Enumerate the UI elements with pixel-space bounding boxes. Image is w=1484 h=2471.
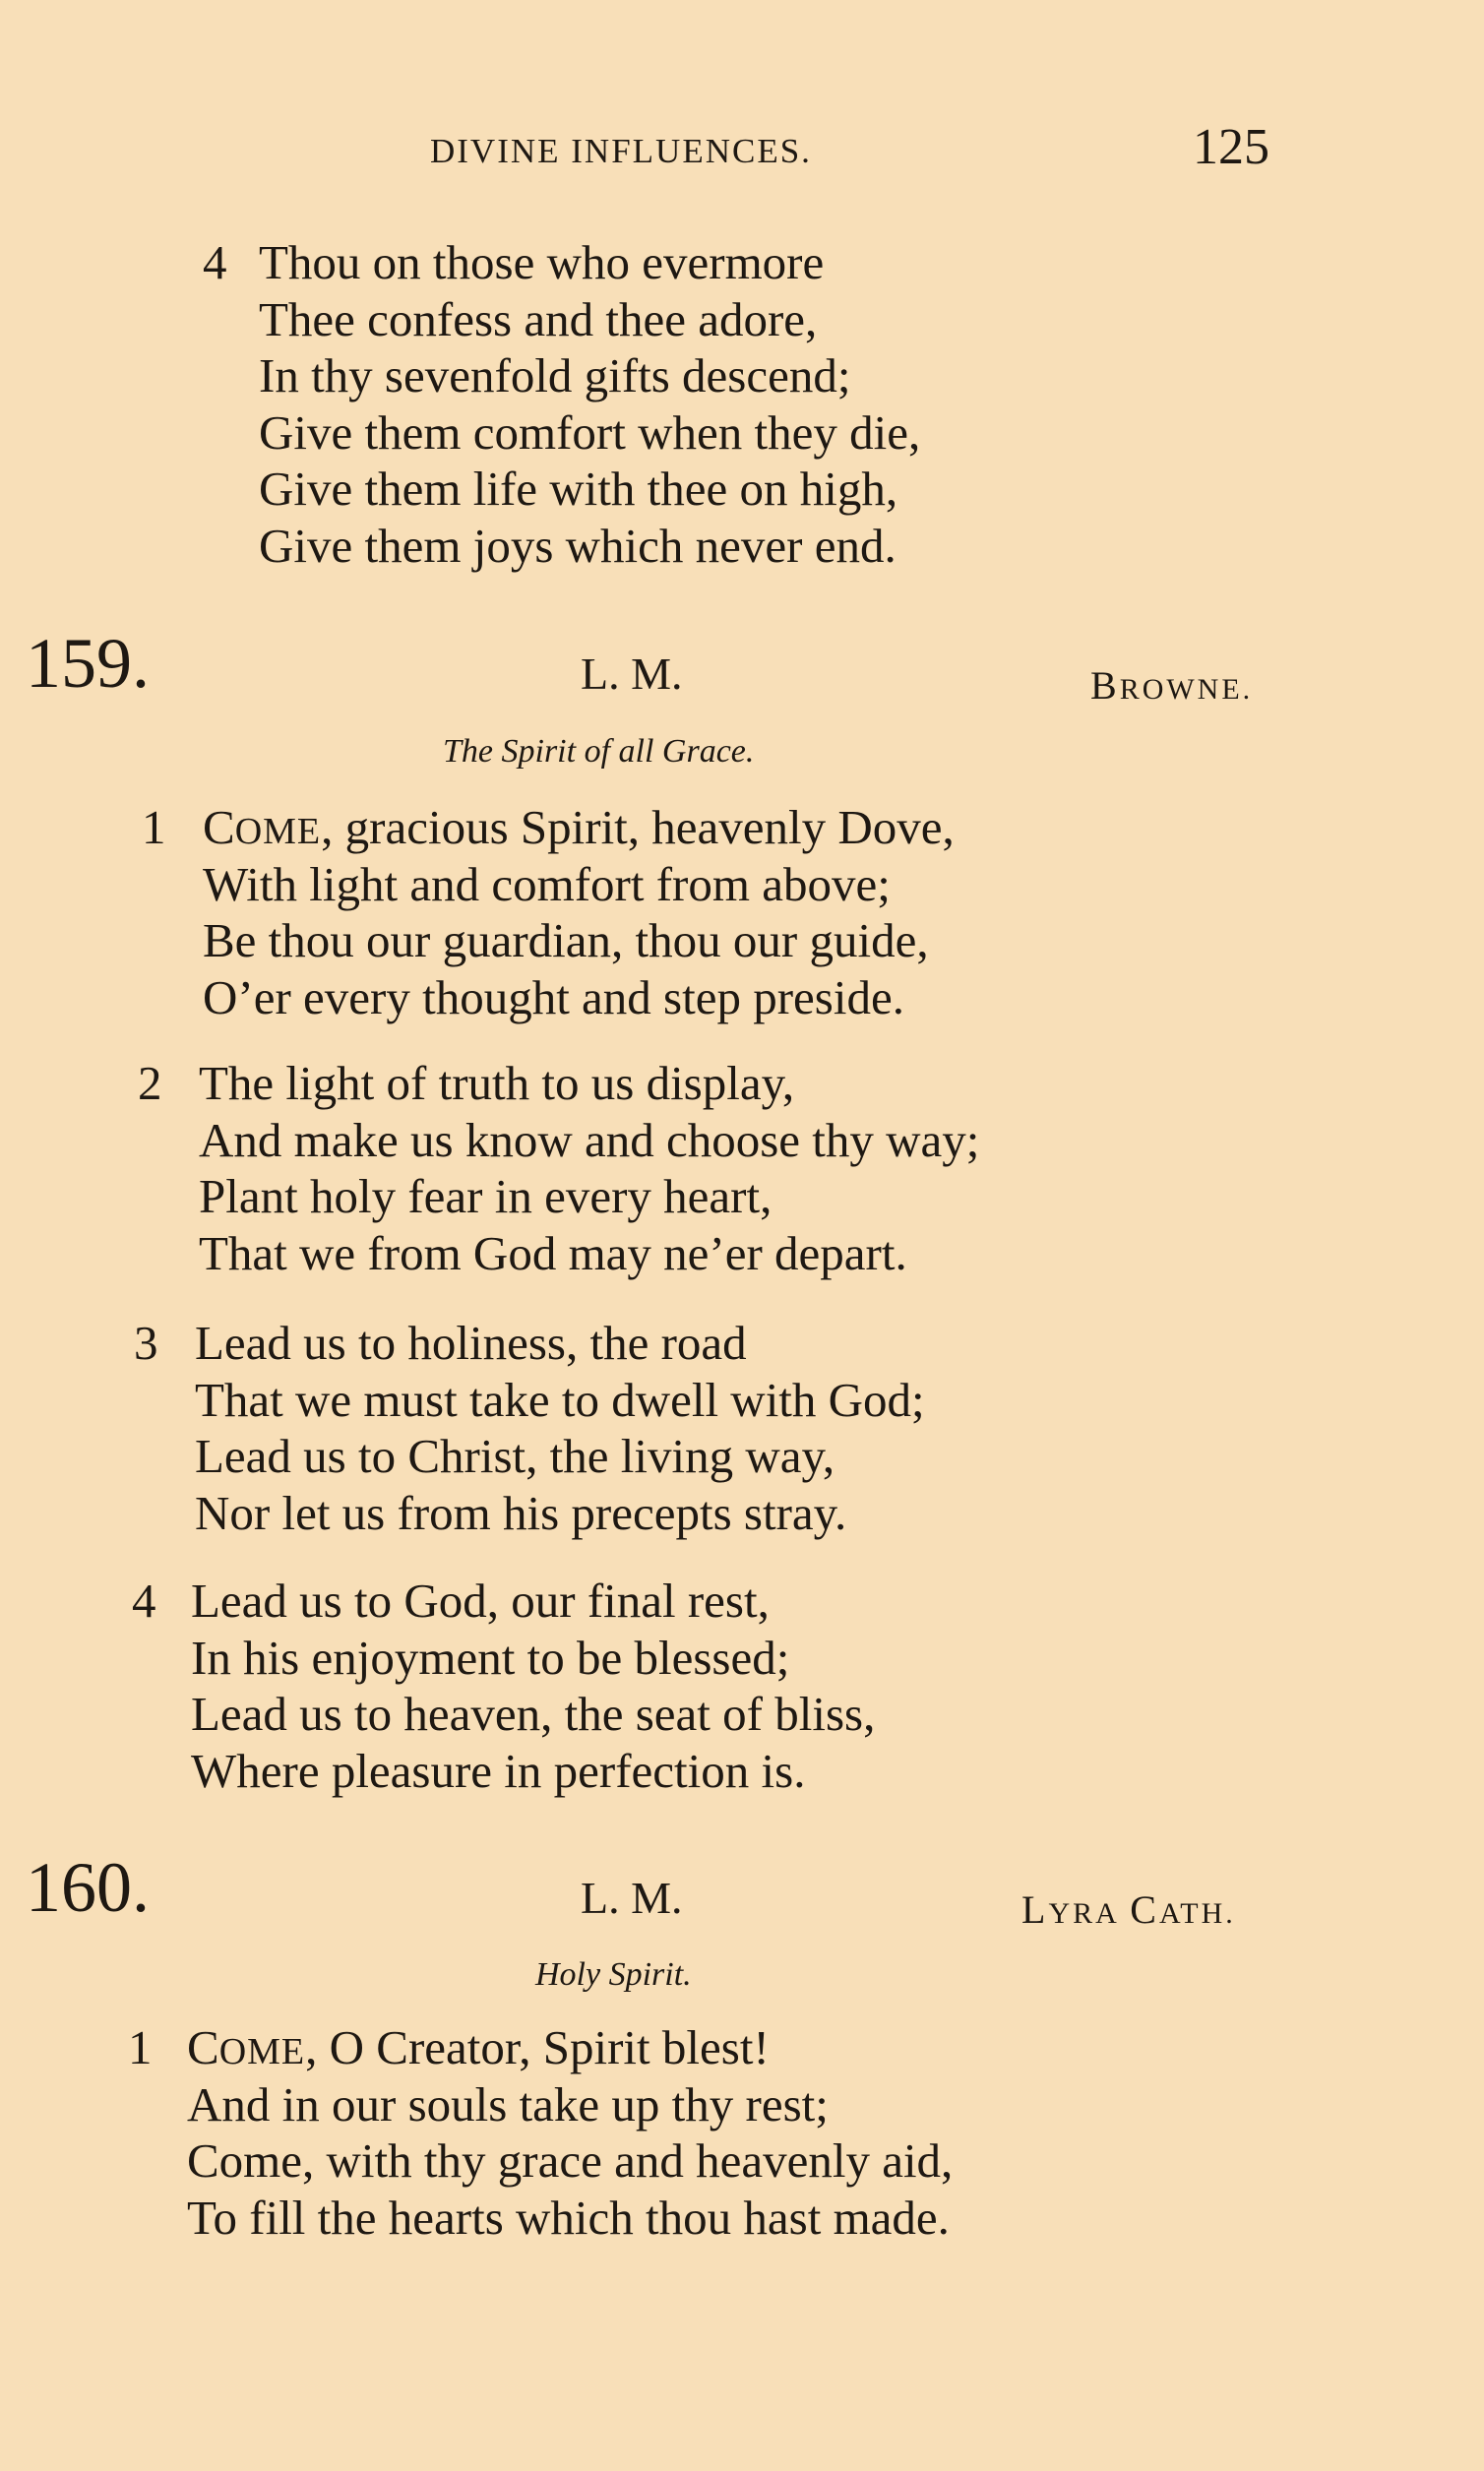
verse-line: Thee confess and thee adore, — [259, 291, 818, 346]
stanza-number: 4 — [132, 1574, 156, 1628]
verse-line: COME, O Creator, Spirit blest! — [187, 2020, 770, 2074]
verse-line: And make us know and choose thy way; — [199, 1112, 980, 1167]
verse-line: Plant holy fear in every heart, — [199, 1169, 773, 1223]
stanza-lines — [199, 1055, 979, 1281]
hymn-subtitle: Holy Spirit. — [535, 1956, 692, 1993]
stanza-number: 3 — [134, 1316, 158, 1370]
page-number: 125 — [1193, 119, 1269, 175]
verse-line: To fill the hearts which thou hast made. — [187, 2190, 950, 2245]
stanza-number: 1 — [128, 2020, 153, 2074]
stanza-lines — [203, 799, 955, 1025]
verse-line: Come, with thy grace and heavenly aid, — [187, 2133, 954, 2188]
hymn-meter: L. M. — [581, 649, 683, 699]
verse-line: That we from God may ne’er depart. — [199, 1225, 907, 1280]
verse-line: Thou on those who evermore — [259, 235, 825, 289]
stanza-lines — [195, 1315, 925, 1541]
running-title: DIVINE INFLUENCES. — [430, 132, 812, 170]
hymn-author: LYRA CATH. — [1021, 1887, 1236, 1932]
verse-line: In thy sevenfold gifts descend; — [259, 348, 851, 402]
verse-line: Give them comfort when they die, — [259, 404, 921, 460]
hymn-author: BROWNE. — [1090, 663, 1254, 708]
verse-line: With light and comfort from above; — [203, 856, 891, 911]
verse-line: COME, gracious Spirit, heavenly Dove, — [203, 800, 955, 854]
hymn-number: 160. — [26, 1848, 150, 1927]
verse-line: Lead us to God, our final rest, — [191, 1574, 770, 1628]
verse-line: Lead us to heaven, the seat of bliss, — [191, 1687, 876, 1741]
hymn-subtitle: The Spirit of all Grace. — [443, 733, 755, 770]
hymn-meter: L. M. — [581, 1873, 683, 1923]
verse-line: Where pleasure in perfection is. — [191, 1743, 806, 1798]
stanza-number: 4 — [203, 235, 227, 289]
verse-line: The light of truth to us display, — [199, 1056, 795, 1110]
verse-line: Nor let us from his precepts stray. — [195, 1485, 847, 1540]
stanza-lines — [187, 2019, 953, 2246]
verse-line: And in our souls take up thy rest; — [187, 2076, 829, 2131]
stanza-lines — [191, 1573, 875, 1799]
stanza-number: 2 — [138, 1056, 162, 1110]
stanza-lines — [259, 234, 920, 574]
verse-line: That we must take to dwell with God; — [195, 1372, 925, 1427]
verse-line: Be thou our guardian, thou our guide, — [203, 913, 929, 967]
verse-line: In his enjoyment to be blessed; — [191, 1630, 790, 1685]
stanza-number: 1 — [142, 800, 166, 854]
verse-line: O’er every thought and step preside. — [203, 969, 904, 1024]
verse-line: Give them joys which never end. — [259, 518, 897, 573]
verse-line: Lead us to holiness, the road — [195, 1316, 747, 1370]
hymn-number: 159. — [26, 624, 150, 703]
verse-line: Give them life with thee on high, — [259, 462, 898, 516]
verse-line: Lead us to Christ, the living way, — [195, 1429, 835, 1483]
